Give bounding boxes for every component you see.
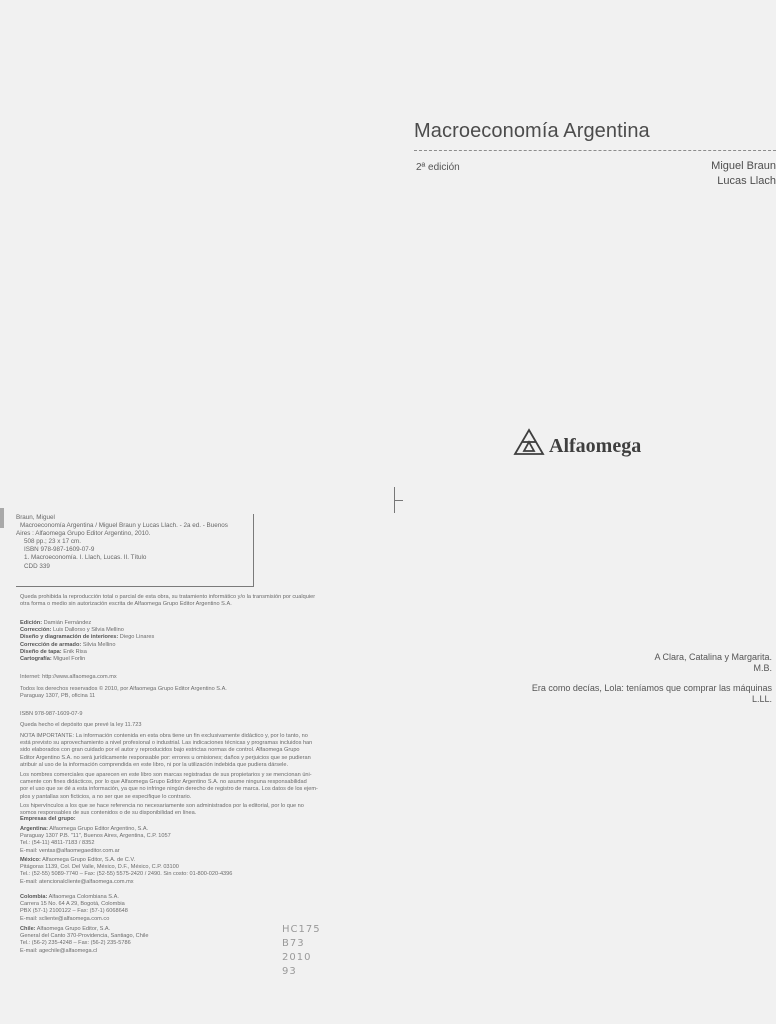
credit-line xyxy=(20,642,366,649)
office-line xyxy=(20,857,366,864)
office-value: Alfaomega Colombiana S.A. xyxy=(48,894,119,900)
office-line xyxy=(20,826,366,833)
text-line: NOTA IMPORTANTE: La información contenida en esta obra tiene un fin exclusivamente didáctico y, por lo tanto, no xyxy=(20,733,308,739)
alfaomega-logo-icon xyxy=(512,428,546,456)
credit-value: Damián Fernández xyxy=(43,620,92,626)
catalog-line: CDD 339 xyxy=(24,562,50,570)
text-line: somos responsables de sus contenidos o de su disponibilidad en línea. xyxy=(20,810,197,817)
dedication-1 xyxy=(520,652,772,674)
credit-label: Edición: xyxy=(20,620,43,626)
text-line: atribuir al uso de la información comprendida en este libro, ni por la utilización indebida que pudiera dársele. xyxy=(20,761,289,768)
author-1: Miguel Braun xyxy=(711,160,776,172)
office-label: Argentina: xyxy=(20,826,48,832)
credit-line xyxy=(20,634,366,641)
book-title: Macroeconomía Argentina xyxy=(414,120,650,142)
legal-deposit-line xyxy=(20,722,366,729)
call-number-line: B73 xyxy=(282,938,305,949)
text-line: Los nombres comerciales que aparecen en este libro son marcas registradas de sus propietarios y se mencionan úni- xyxy=(20,772,312,778)
office-line xyxy=(20,894,366,901)
office-mexico xyxy=(20,857,366,886)
important-note xyxy=(20,733,366,769)
credit-line xyxy=(20,627,366,634)
call-number-line: 93 xyxy=(282,966,297,977)
text-line: Editor Argentino S.A. no será jurídicamente responsable por: errores u omisiones; daños y perjuicios que se pudieran xyxy=(20,754,311,761)
call-number-line: 2010 xyxy=(282,952,312,963)
scan-edge-mark xyxy=(0,508,4,528)
isbn-line xyxy=(20,711,366,718)
office-label: Colombia: xyxy=(20,894,48,900)
catalog-card xyxy=(16,514,254,587)
credit-label: Cartografía: xyxy=(20,656,52,663)
text-line: Todos los derechos reservados © 2010, por Alfaomega Grupo Editor Argentino S.A. xyxy=(20,686,227,692)
text-line: camente con fines didácticos, por lo que Alfaomega Grupo Editor Argentino S.A. no asume ninguna responsabilidad xyxy=(20,779,307,786)
credits xyxy=(20,620,366,663)
credit-value: Miguel Forlin xyxy=(53,656,86,663)
title-rule xyxy=(414,150,776,151)
office-value: Alfaomega Grupo Editor, S.A. de C.V. xyxy=(42,857,136,863)
reproduction-notice xyxy=(20,594,366,608)
crease-tick xyxy=(394,500,403,501)
text-line: por el uso que se dé a esta información, ya que no infringe ningún derecho de registro de marca. Los datos de los ejem- xyxy=(20,786,318,793)
office-argentina xyxy=(20,826,366,855)
office-line: PBX (57-1) 2100122 – Fax: (57-1) 6068648 xyxy=(20,908,128,915)
credit-label: Corrección: xyxy=(20,627,52,634)
office-value: Alfaomega Grupo Editor Argentino, S.A. xyxy=(49,826,149,832)
catalog-line: Aires : Alfaomega Grupo Editor Argentino, 2010. xyxy=(16,530,151,538)
dedication-2-initials: L.LL. xyxy=(751,694,772,704)
rights-notice xyxy=(20,686,366,700)
catalog-line: 1. Macroeconomía. I. Llach, Lucas. II. Título xyxy=(24,554,147,562)
publisher-logo-text: Alfaomega xyxy=(549,435,642,457)
text-line: Internet: http://www.alfaomega.com.mx xyxy=(20,674,117,680)
catalog-line: Braun, Miguel xyxy=(16,514,55,521)
handwritten-call-number xyxy=(282,923,330,979)
office-line: E-mail: agechile@alfaomega.cl xyxy=(20,947,98,954)
edition-label: 2ª edición xyxy=(416,162,460,173)
catalog-line: Macroeconomía Argentina / Miguel Braun y Lucas Llach. - 2a ed. - Buenos xyxy=(20,522,228,530)
credit-value: Luis Dallorso y Silvia Mellino xyxy=(52,627,124,634)
internet-line xyxy=(20,674,366,681)
office-colombia xyxy=(20,894,366,923)
text-line: Queda hecho el depósito que prevé la ley 11.723 xyxy=(20,722,142,728)
credit-label: Corrección de armado: xyxy=(20,641,82,648)
credit-line xyxy=(20,649,366,656)
catalog-line: ISBN 978-987-1609-07-9 xyxy=(24,546,95,554)
text-line xyxy=(20,816,366,823)
group-heading-text: Empresas del grupo: xyxy=(20,816,76,822)
credit-value: Diego Linares xyxy=(119,634,155,641)
author-2: Lucas Llach xyxy=(717,175,776,187)
office-line: E-mail: scliente@alfaomega.com.co xyxy=(20,915,110,922)
office-line: Pitágoras 1139, Col. Del Valle, México, D.F., México, C.P. 03100 xyxy=(20,864,179,871)
office-line: E-mail: atencionalcliente@alfaomega.com.mx xyxy=(20,878,134,885)
credit-label: Diseño y diagramación de interiores: xyxy=(20,634,119,641)
trademarks-note xyxy=(20,772,366,801)
office-line: Tel.: (54-11) 4811-7183 / 8352 xyxy=(20,840,95,847)
text-line: plos y pantallas son ficticios, a no ser que se especifique lo contrario. xyxy=(20,793,192,800)
text-line: Los hipervínculos a los que se hace referencia no necesariamente son administrados por la editorial, por lo que no xyxy=(20,803,304,809)
office-value: Alfaomega Grupo Editor, S.A. xyxy=(36,926,111,932)
office-label: México: xyxy=(20,857,41,863)
text-line: Queda prohibida la reproducción total o parcial de esta obra, su tratamiento informático y/o la transmisión por cualquier xyxy=(20,594,316,600)
office-line: E-mail: ventas@alfaomegaeditor.com.ar xyxy=(20,847,120,854)
office-line: Tel.: (52-55) 5089-7740 – Fax: (52-55) 5575-2420 / 2490. Sin costo: 01-800-020-4396 xyxy=(20,871,233,878)
office-line: Carrera 15 No. 64 A 29, Bogotá, Colombia xyxy=(20,901,125,908)
credit-label: Diseño de tapa: xyxy=(20,648,62,655)
text-line: sido elaborados con gran cuidado por el autor y reproducidos bajo estrictas normas de control. Alfaomega Grupo xyxy=(20,747,300,754)
authors xyxy=(600,159,776,189)
credit-line xyxy=(20,656,366,663)
office-line: Paraguay 1307 P.B. "11", Buenos Aires, Argentina, C.P. 1057 xyxy=(20,833,171,840)
text-line: ISBN 978-987-1609-07-9 xyxy=(20,711,83,717)
call-number-line: HC175 xyxy=(282,924,321,935)
dedication-2 xyxy=(515,683,772,705)
dedication-2-text: Era como decías, Lola: teníamos que comprar las máquinas xyxy=(531,683,772,693)
text-line: Paraguay 1307, PB, oficina 11 xyxy=(20,693,96,700)
office-label: Chile: xyxy=(20,926,36,932)
catalog-line: 508 pp.; 23 x 17 cm. xyxy=(24,538,82,546)
credit-value: Enik Risa xyxy=(63,648,87,655)
text-line: está previsto su aprovechamiento a nivel profesional o industrial. Las indicaciones técnicas y programas incluidos han xyxy=(20,740,313,747)
group-heading xyxy=(20,816,366,823)
credit-line xyxy=(20,620,366,627)
credit-value: Silvia Mellino xyxy=(82,641,116,648)
dedication-1-initials: M.B. xyxy=(753,663,772,673)
text-line: otra forma o medio sin autorización escrita de Alfaomega Grupo Editor Argentino S.A. xyxy=(20,601,232,608)
office-line: Tel.: (56-2) 235-4248 – Fax: (56-2) 235-5786 xyxy=(20,940,131,947)
office-line: General del Canto 370-Providencia, Santiago, Chile xyxy=(20,933,149,940)
dedication-1-text: A Clara, Catalina y Margarita. xyxy=(654,652,772,662)
